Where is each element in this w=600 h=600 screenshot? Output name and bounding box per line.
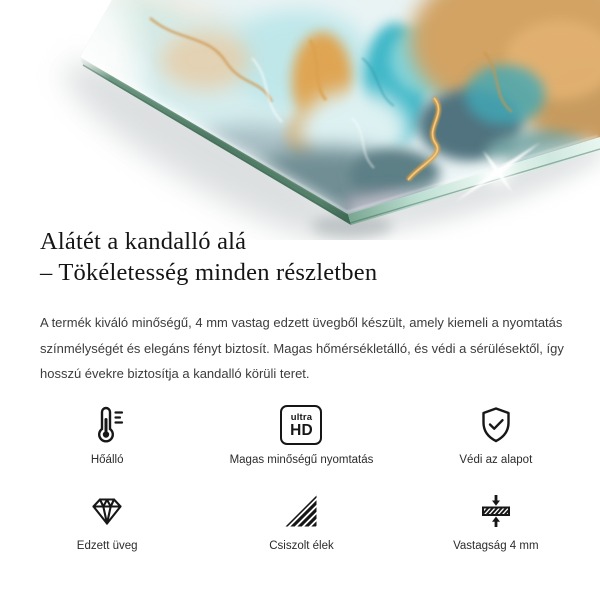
ultra-hd-icon (280, 405, 322, 445)
feature-label: Edzett üveg (76, 540, 138, 552)
feature-label: Vastagság 4 mm (453, 540, 539, 552)
title-line-1: Alátét a kandalló alá (40, 228, 247, 255)
feature-label: Védi az alapot (459, 454, 533, 466)
glass-panel-illustration (0, 0, 600, 240)
feature-label: Magas minőségű nyomtatás (229, 454, 374, 466)
feature-polished-edges (204, 488, 398, 574)
feature-heat-resistant (10, 402, 204, 488)
feature-thickness (399, 488, 593, 574)
product-description: A termék kiváló minőségű, 4 mm vastag edzett üvegből készült, amely kiemeli a nyomtatás színmélységét és elegáns fényt biztosít. Magas hőmérsékletálló, és védi a sérülésektől, így hosszú évekre biztosítja a kandalló körüli teret. (40, 315, 564, 381)
diamond-icon (88, 488, 126, 534)
feature-tempered-glass (10, 488, 204, 574)
feature-label: Csiszolt élek (269, 540, 334, 552)
shield-check-icon (478, 402, 514, 448)
thermometer-icon (89, 402, 125, 448)
ultra-hd-label-top: ultra (290, 411, 313, 423)
features-grid (10, 402, 593, 574)
feature-ultra-hd-print (204, 402, 398, 488)
feature-label: Hőálló (90, 454, 124, 466)
title-line-2: – Tökéletesség minden részletben (40, 259, 378, 286)
polished-edge-icon (283, 488, 319, 534)
product-image (0, 0, 600, 240)
feature-protects-base (399, 402, 593, 488)
ultra-hd-label-bottom: HD (290, 421, 313, 439)
page-title (40, 226, 377, 288)
thickness-icon (478, 488, 514, 534)
